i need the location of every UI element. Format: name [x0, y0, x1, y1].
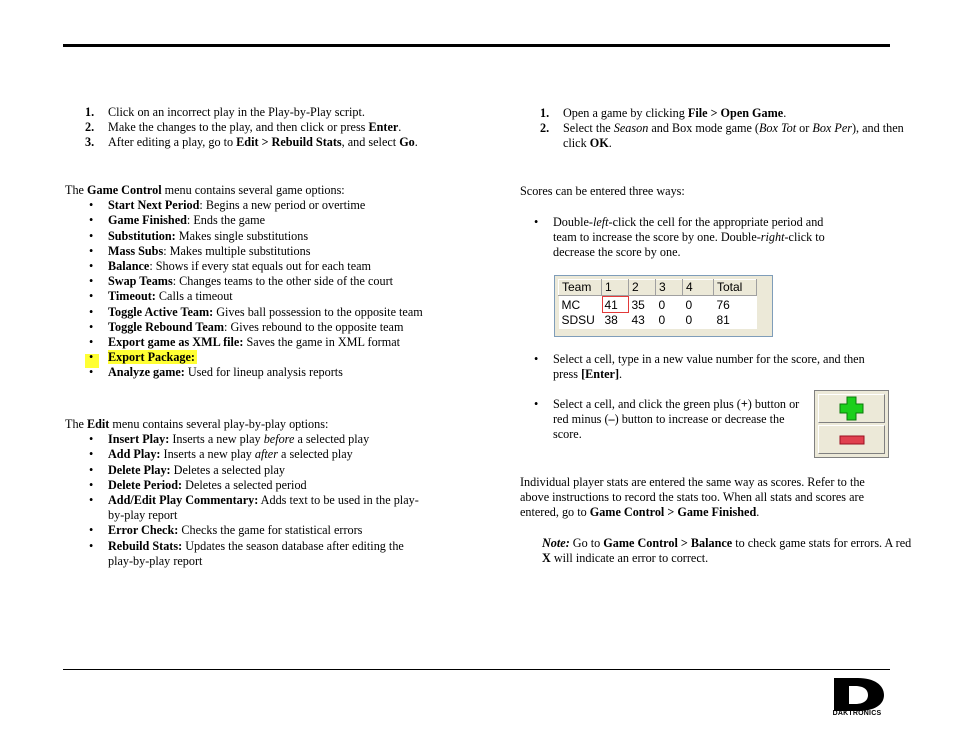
list-item: • Analyze game: Used for lineup analysis reports: [85, 365, 465, 380]
edit-menu-section: [65, 417, 465, 569]
plus-icon: [819, 395, 884, 422]
list-item: • Double-left-click the cell for the appropriate period and team to increase the score by one. Double-right-click to decrease the score by one.: [530, 215, 850, 261]
minus-button[interactable]: [818, 425, 885, 454]
edit-menu-intro: The Edit menu contains several play-by-play options:: [65, 417, 329, 431]
score-cell[interactable]: 38: [602, 313, 629, 328]
scores-bullet-1: [530, 215, 850, 261]
score-table: [558, 279, 757, 329]
footer-rule: [63, 669, 890, 670]
list-item: • Rebuild Stats: Updates the season database after editing the play-by-play report: [85, 539, 425, 569]
scores-bullet-3: [530, 397, 810, 443]
step-item: 2. Select the Season and Box mode game (Box Tot or Box Per), and then click OK.: [540, 121, 904, 151]
daktronics-logo-text: DAKTRONICS: [832, 710, 882, 717]
list-item: • Insert Play: Inserts a new play before a selected play: [85, 432, 425, 447]
score-cell[interactable]: 0: [656, 313, 683, 328]
list-item: • Error Check: Checks the game for statistical errors: [85, 523, 425, 538]
list-item: • Select a cell, and click the green plus (+) button or red minus (–) button to increase or decrease the score.: [530, 397, 810, 443]
list-item: • Start Next Period: Begins a new period or overtime: [85, 198, 465, 213]
scores-intro: Scores can be entered three ways:: [520, 184, 685, 198]
list-item: • Delete Period: Deletes a selected period: [85, 478, 425, 493]
list-item: • Add Play: Inserts a new play after a selected play: [85, 447, 425, 462]
list-item: • Balance: Shows if every stat equals out for each team: [85, 259, 465, 274]
table-row: [559, 313, 757, 328]
table-row: [559, 296, 757, 314]
list-item: • Delete Play: Deletes a selected play: [85, 463, 425, 478]
list-item: • Toggle Rebound Team: Gives rebound to the opposite team: [85, 320, 465, 335]
game-control-intro: The Game Control menu contains several game options:: [65, 183, 345, 197]
list-item: • Select a cell, type in a new value number for the score, and then press [Enter].: [530, 352, 880, 382]
score-cell[interactable]: 43: [629, 313, 656, 328]
step-item: 3. After editing a play, go to Edit > Rebuild Stats, and select Go.: [85, 135, 418, 150]
list-item: • Export game as XML file: Saves the game in XML format: [85, 335, 465, 350]
step-item: 1. Open a game by clicking File > Open Game.: [540, 106, 787, 120]
score-table-screenshot: [554, 275, 773, 337]
total-cell: 81: [714, 313, 757, 328]
highlighted-list-item: • Export Package:: [85, 350, 465, 365]
column-header[interactable]: 1: [602, 280, 629, 296]
note-paragraph: Note: Go to Game Control > Balance to check game stats for errors. A red X will indicate an error to correct.: [542, 536, 912, 566]
column-header[interactable]: 4: [683, 280, 714, 296]
step-item: 1. Click on an incorrect play in the Play-by-Play script.: [85, 105, 365, 119]
column-header[interactable]: Total: [714, 280, 757, 296]
scores-bullet-2: [530, 352, 880, 382]
list-item: • Mass Subs: Makes multiple substitutions: [85, 244, 465, 259]
team-cell: MC: [559, 296, 602, 314]
list-item: • Substitution: Makes single substitutions: [85, 229, 465, 244]
column-header[interactable]: 3: [656, 280, 683, 296]
list-item: • Swap Teams: Changes teams to the other side of the court: [85, 274, 465, 289]
plus-minus-buttons: [814, 390, 889, 458]
team-cell: SDSU: [559, 313, 602, 328]
edit-play-steps: [85, 105, 455, 151]
list-item: • Timeout: Calls a timeout: [85, 289, 465, 304]
score-cell[interactable]: 0: [683, 296, 714, 314]
plus-button[interactable]: [818, 394, 885, 423]
score-cell[interactable]: 0: [656, 296, 683, 314]
game-control-section: [65, 183, 465, 381]
total-cell: 76: [714, 296, 757, 314]
column-header[interactable]: 2: [629, 280, 656, 296]
player-stats-paragraph: Individual player stats are entered the same way as scores. Refer to the above instructions to record the stats too. When all stats and scores are entered, go to Game Control > Game Finished.: [520, 475, 865, 520]
header-rule: [63, 44, 890, 47]
score-cell-selected[interactable]: 41: [602, 296, 629, 314]
list-item: • Toggle Active Team: Gives ball possession to the opposite team: [85, 305, 465, 320]
score-cell[interactable]: 0: [683, 313, 714, 328]
score-cell[interactable]: 35: [629, 296, 656, 314]
step-item: 2. Make the changes to the play, and then click or press Enter.: [85, 120, 402, 135]
column-header[interactable]: Team: [559, 280, 602, 296]
list-item: • Add/Edit Play Commentary: Adds text to be used in the play-by-play report: [85, 493, 425, 523]
open-game-steps: [540, 106, 910, 152]
minus-icon: [819, 426, 884, 453]
list-item: • Game Finished: Ends the game: [85, 213, 465, 228]
